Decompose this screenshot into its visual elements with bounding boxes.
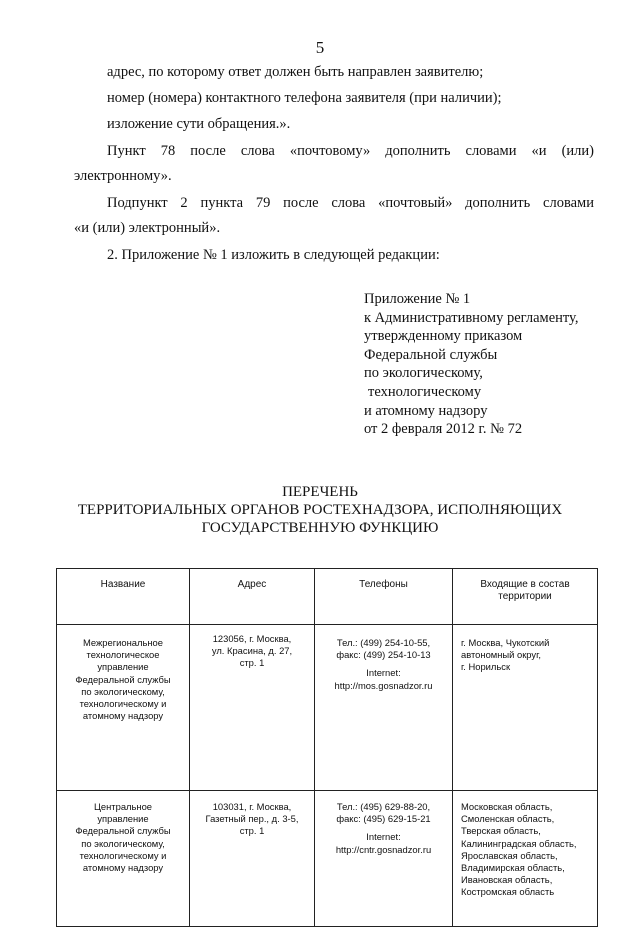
title-line3: ГОСУДАРСТВЕННУЮ ФУНКЦИЮ (201, 520, 439, 536)
title-line2: ТЕРРИТОРИАЛЬНЫХ ОРГАНОВ РОСТЕХНАДЗОРА, ИСПОЛНЯЮЩИХ (77, 502, 563, 518)
paragraph-item79: Подпункт 2 пункта 79 после слова «почтовый» дополнить словами (107, 195, 594, 211)
appendix-line: Федеральной службы (364, 346, 498, 363)
page-number: 5 (315, 38, 325, 57)
appendix-line: по экологическому, (364, 365, 483, 382)
paragraph-item78-cont: электронному». (74, 168, 172, 184)
paragraph-address: адрес, по которому ответ должен быть направлен заявителю; (107, 64, 484, 80)
table-row (57, 625, 598, 791)
cell-address: 123056, г. Москва, ул. Красина, д. 27, стр. 1 (190, 625, 315, 791)
title-list: ПЕРЕЧЕНЬ (282, 484, 358, 500)
appendix-line: Приложение № 1 (364, 291, 471, 307)
table-header-row (57, 569, 598, 625)
cell-name: Межрегиональное технологическое управление Федеральной службы по экологическому, технологическому и атомному надзору (57, 625, 190, 791)
appendix-header (364, 290, 578, 439)
paragraph-phone: номер (номера) контактного телефона заявителя (при наличии); (107, 90, 502, 106)
appendix-line: и атомному надзору (364, 402, 488, 419)
paragraph-appendix-edit: 2. Приложение № 1 изложить в следующей редакции: (107, 247, 440, 263)
cell-address: 103031, г. Москва, Газетный пер., д. 3-5, стр. 1 (190, 791, 315, 927)
header-territory: Входящие в состав территории (453, 569, 598, 625)
cell-name: Центральное управление Федеральной службы по экологическому, технологическому и атомному надзору (57, 791, 190, 927)
cell-territory: Московская область, Смоленская область, Тверская область, Калининградская область, Ярославская область, Владимирская область, Ивановская область, Костромская область (453, 791, 598, 927)
header-phones: Телефоны (315, 569, 453, 625)
paragraph-essence: изложение сути обращения.». (107, 116, 291, 132)
appendix-line: к Административному регламенту, (364, 309, 579, 326)
cell-territory: г. Москва, Чукотский автономный округ, г. Норильск (453, 625, 598, 791)
header-address: Адрес (190, 569, 315, 625)
cell-phones: Тел.: (495) 629-88-20, факс: (495) 629-15-21 Internet: http://cntr.gosnadzor.ru (315, 791, 453, 927)
table-row (57, 791, 598, 927)
appendix-line: технологическому (368, 383, 482, 400)
paragraph-item79-cont: «и (или) электронный». (74, 220, 221, 236)
appendix-line: утвержденному приказом (364, 328, 523, 345)
website-link[interactable]: http://cntr.gosnadzor.ru (335, 843, 432, 855)
appendix-line: от 2 февраля 2012 г. № 72 (364, 421, 523, 438)
header-name: Название (57, 569, 190, 625)
website-link[interactable]: http://mos.gosnadzor.ru (334, 679, 433, 691)
paragraph-item78: Пункт 78 после слова «почтовому» дополнить словами «и (или) (107, 143, 594, 159)
cell-phones: Тел.: (499) 254-10-55, факс: (499) 254-10-13 Internet: http://mos.gosnadzor.ru (315, 625, 453, 791)
territorial-bodies-table (56, 568, 598, 927)
